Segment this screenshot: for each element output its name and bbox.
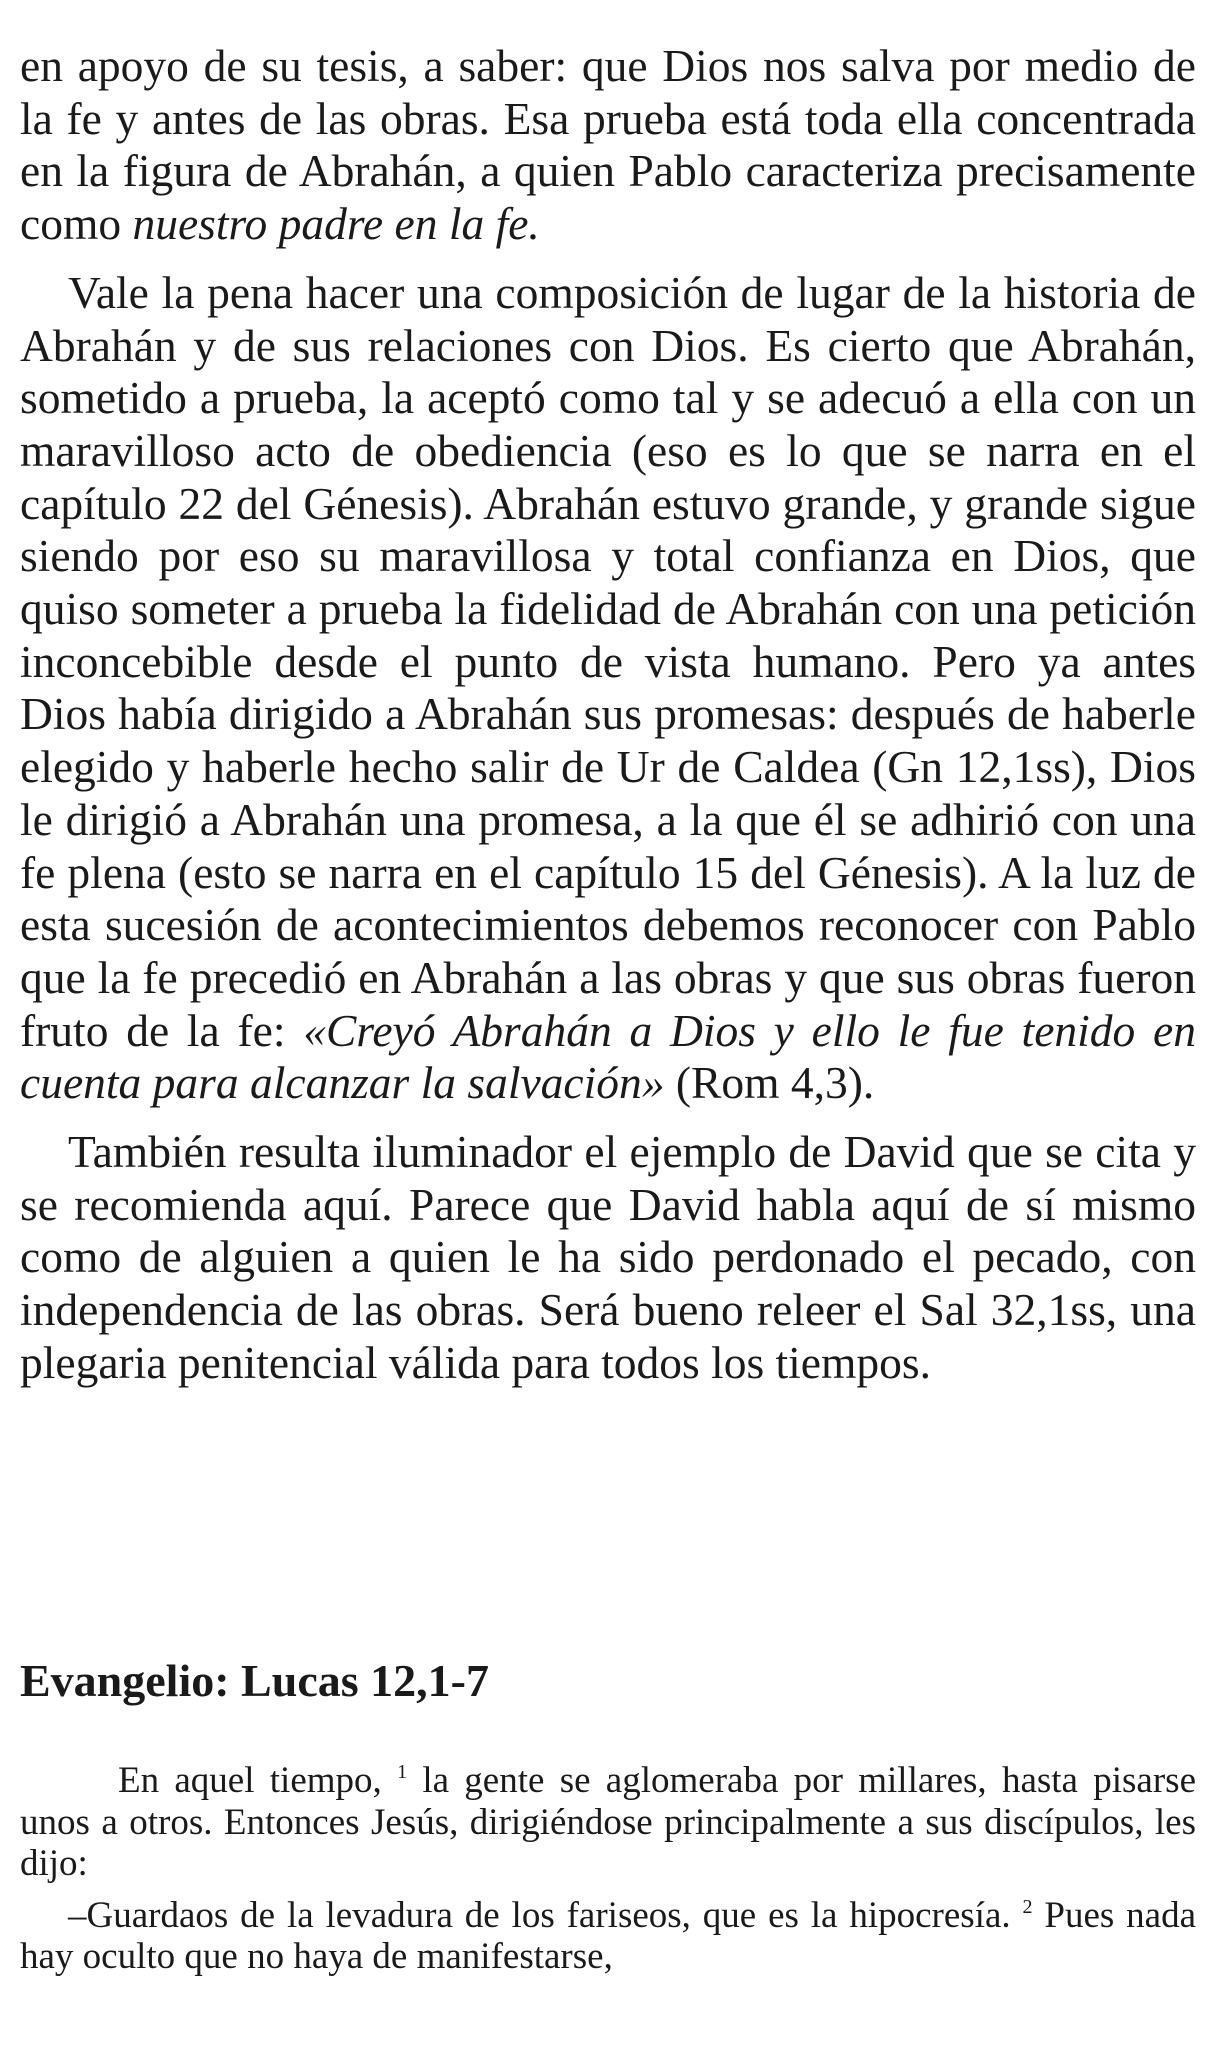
paragraph-2-tail: (Rom 4,3).: [664, 1057, 875, 1109]
verse-number: 2: [1022, 1895, 1033, 1918]
reading-2-tail: Pues nada hay oculto que no haya de manifestarse,: [20, 1894, 1196, 1977]
paragraph-1-italic: nuestro padre en la fe.: [132, 198, 540, 250]
reading-paragraph-2: [20, 1895, 1196, 1978]
section-heading: Evangelio: Lucas 12,1-7: [20, 1655, 489, 1706]
paragraph-3-text: También resulta iluminador el ejemplo de David que se cita y se recomienda aquí. Parece que David habla aquí de sí mismo como de alguien a quien le ha sido perdonado el pecado, con independencia de las obras. Será bueno releer el Sal 32,1ss, una plegaria penitencial válida para todos los tiempos.: [20, 1126, 1196, 1388]
verse-number: 1: [397, 1761, 408, 1783]
paragraph-3: [20, 1126, 1196, 1390]
paragraph-1: [20, 40, 1196, 251]
paragraph-1-text: en apoyo de su tesis, a saber: que Dios nos salva por medio de la fe y antes de las obras. Esa prueba está toda ella concentrada en la figura de Abrahán, a quien Pablo caracteriza precisamente como: [20, 40, 1196, 250]
book-page: [20, 40, 1196, 1977]
reading-2-text: –Guardaos de la levadura de los fariseos, que es la hipocresía.: [68, 1894, 1023, 1936]
reading-1-tail: la gente se aglomeraba por millares, hasta pisarse unos a otros. Entonces Jesús, dirigiéndose principalmente a sus discípulos, les dijo:: [20, 1760, 1196, 1884]
gospel-reading: [20, 1760, 1196, 1978]
paragraph-2-text: Vale la pena hacer una composición de lugar de la historia de Abrahán y de sus relaciones con Dios. Es cierto que Abrahán, sometido a prueba, la aceptó como tal y se adecuó a ella con un maravilloso acto de obediencia (eso es lo que se narra en el capítulo 22 del Génesis). Abrahán estuvo grande, y grande sigue siendo por eso su maravillosa y total confianza en Dios, que quiso someter a prueba la fidelidad de Abrahán con una petición inconcebible desde el punto de vista humano. Pero ya antes Dios había dirigido a Abrahán sus promesas: después de haberle elegido y haberle hecho salir de Ur de Caldea (Gn 12,1ss), Dios le dirigió a Abrahán una promesa, a la que él se adhirió con una fe plena (esto se narra en el capítulo 15 del Génesis). A la luz de esta sucesión de acontecimientos debemos reconocer con Pablo que la fe precedió en Abrahán a las obras y que sus obras fueron fruto de la fe:: [20, 266, 1196, 1056]
reading-paragraph-1: [20, 1760, 1196, 1885]
paragraph-2: [20, 267, 1196, 1110]
paragraph-2-quote: «Creyó Abrahán a Dios y ello le fue tenido en cuenta para alcanzar la salvación»: [20, 1004, 1196, 1109]
reading-1-text: En aquel tiempo,: [118, 1760, 398, 1801]
